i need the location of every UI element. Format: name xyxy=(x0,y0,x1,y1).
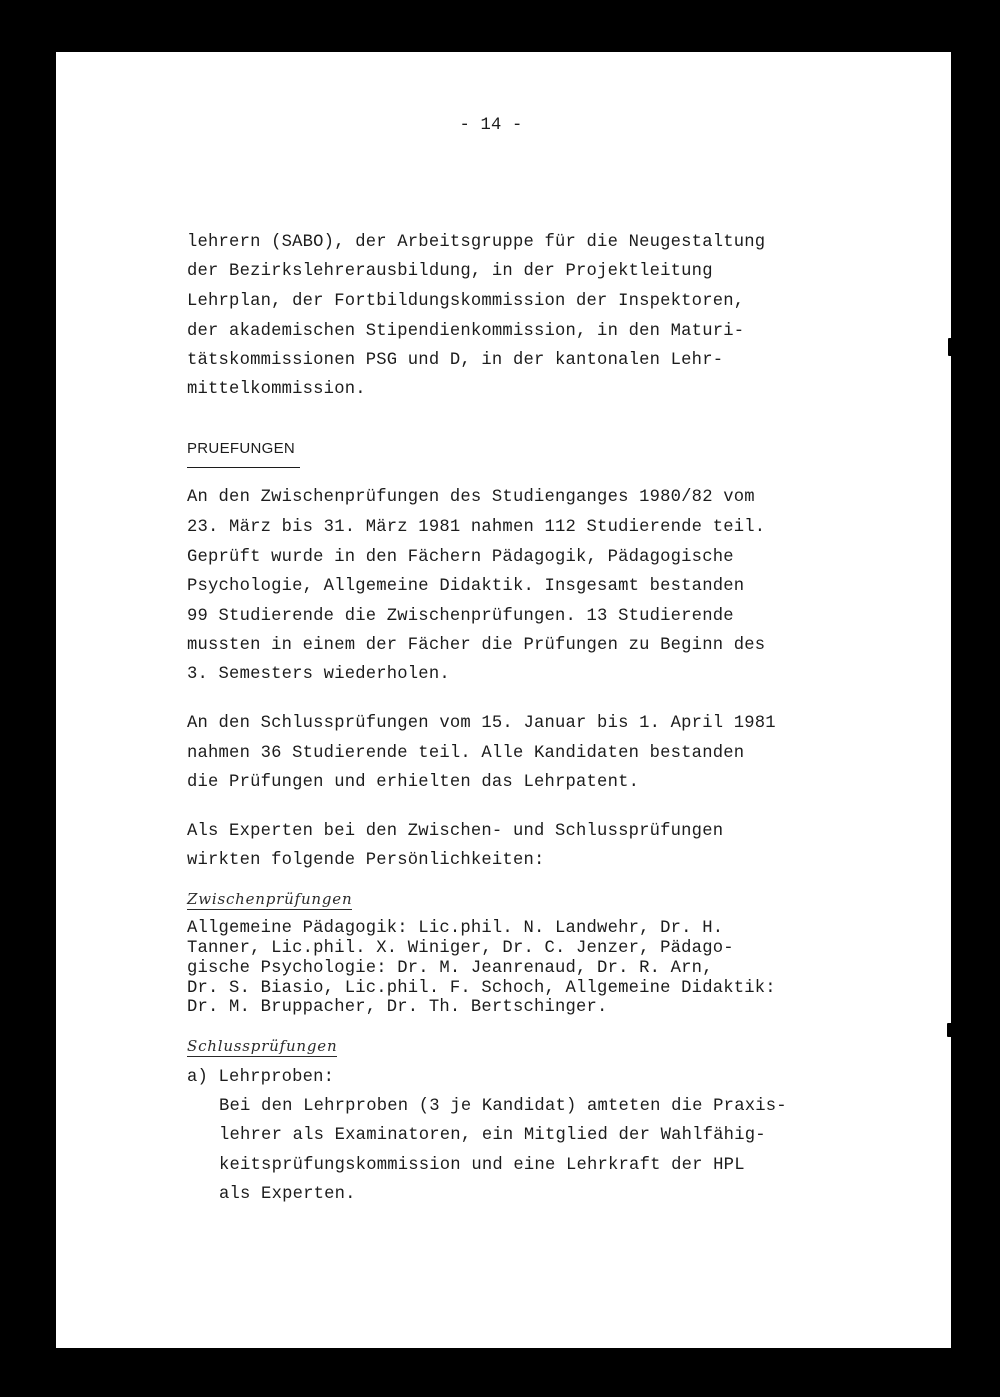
heading-underline xyxy=(187,467,300,468)
text-line: tätskommissionen PSG und D, in der kantonalen Lehr- xyxy=(187,351,724,370)
document-page xyxy=(56,52,951,1348)
text-line: 99 Studierende die Zwischenprüfungen. 13 Studierende xyxy=(187,607,734,626)
text-line: wirkten folgende Persönlichkeiten: xyxy=(187,851,545,870)
text-line: die Prüfungen und erhielten das Lehrpatent. xyxy=(187,773,640,792)
scan-mark xyxy=(948,338,951,356)
text-line: Geprüft wurde in den Fächern Pädagogik, Pädagogische xyxy=(187,548,734,567)
section-heading: PRUEFUNGEN xyxy=(187,440,296,457)
text-line: Dr. S. Biasio, Lic.phil. F. Schoch, Allgemeine Didaktik: xyxy=(187,979,776,998)
text-line: Tanner, Lic.phil. X. Winiger, Dr. C. Jenzer, Pädago- xyxy=(187,939,734,958)
text-line: lehrern (SABO), der Arbeitsgruppe für die Neugestaltung xyxy=(187,233,766,252)
text-line: 23. März bis 31. März 1981 nahmen 112 Studierende teil. xyxy=(187,518,766,537)
text-line: gische Psychologie: Dr. M. Jeanrenaud, Dr. R. Arn, xyxy=(187,959,713,978)
text-line: An den Schlussprüfungen vom 15. Januar bis 1. April 1981 xyxy=(187,714,776,733)
subheading-schlusspruefungen: Schlussprüfungen xyxy=(187,1037,338,1055)
text-line: Dr. M. Bruppacher, Dr. Th. Bertschinger. xyxy=(187,998,608,1017)
text-line: An den Zwischenprüfungen des Studienganges 1980/82 vom xyxy=(187,488,755,507)
text-line: keitsprüfungskommission und eine Lehrkraft der HPL xyxy=(219,1156,745,1175)
text-line: der akademischen Stipendienkommission, in den Maturi- xyxy=(187,322,745,341)
text-line: mittelkommission. xyxy=(187,380,366,399)
text-line: als Experten. xyxy=(219,1185,356,1204)
text-line: Allgemeine Pädagogik: Lic.phil. N. Landwehr, Dr. H. xyxy=(187,919,724,938)
text-line: der Bezirkslehrerausbildung, in der Projektleitung xyxy=(187,262,713,281)
text-line: Bei den Lehrproben (3 je Kandidat) amteten die Praxis- xyxy=(219,1097,787,1116)
scan-mark xyxy=(947,1023,951,1037)
text-line: Psychologie, Allgemeine Didaktik. Insgesamt bestanden xyxy=(187,577,745,596)
page-number: - 14 - xyxy=(459,116,523,135)
list-item-label: a) Lehrproben: xyxy=(187,1068,335,1087)
text-line: mussten in einem der Fächer die Prüfungen zu Beginn des xyxy=(187,636,766,655)
text-line: nahmen 36 Studierende teil. Alle Kandidaten bestanden xyxy=(187,744,745,763)
subheading-zwischenpruefungen: Zwischenprüfungen xyxy=(187,890,353,908)
text-line: Als Experten bei den Zwischen- und Schlussprüfungen xyxy=(187,822,724,841)
text-line: Lehrplan, der Fortbildungskommission der Inspektoren, xyxy=(187,292,745,311)
text-line: lehrer als Examinatoren, ein Mitglied der Wahlfähig- xyxy=(219,1126,766,1145)
text-line: 3. Semesters wiederholen. xyxy=(187,665,450,684)
